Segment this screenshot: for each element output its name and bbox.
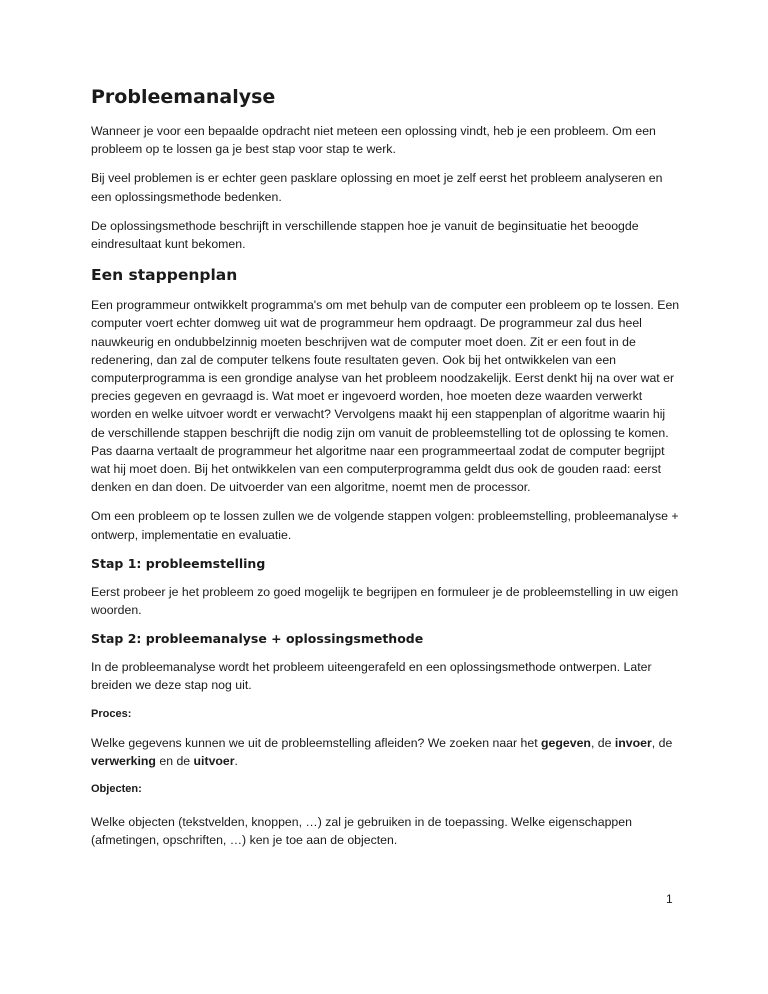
step-1-text: Eerst probeer je het probleem zo goed mogelijk te begrijpen en formuleer je de probleemstelling in uw eigen woorden.: [91, 584, 679, 618]
proces-text: Welke gegevens kunnen we uit de probleemstelling afleiden? We zoeken naar het gegeven, de invoer, de verwerking en de uitvoer.: [91, 735, 673, 768]
proces-text-pre: Welke gegevens kunnen we uit de probleemstelling afleiden? We zoeken naar het: [91, 735, 542, 750]
intro-paragraph-2: Bij veel problemen is er echter geen pasklare oplossing en moet je zelf eerst het probleem analyseren en een oplossingsmethode bedenken.: [91, 171, 663, 204]
term-verwerking: verwerking: [91, 753, 156, 768]
term-uitvoer: uitvoer: [193, 753, 235, 768]
intro-paragraph-1: Wanneer je voor een bepaalde opdracht niet meteen een oplossing vindt, heb je een probleem. Om een probleem op te lossen ga je best stap voor stap te werk.: [91, 124, 656, 157]
document-page: [91, 84, 681, 860]
page-number: 1: [666, 892, 673, 906]
proces-heading: Proces:: [91, 707, 132, 720]
step-1-heading: Stap 1: probleemstelling: [91, 555, 266, 571]
term-invoer: invoer: [614, 735, 652, 750]
step-2-heading: Stap 2: probleemanalyse + oplossingsmethode: [91, 631, 424, 647]
intro-paragraph-3: De oplossingsmethode beschrijft in verschillende stappen hoe je vanuit de beginsituatie het beoogde eindresultaat kunt bekomen.: [91, 218, 639, 252]
objecten-text: Welke objecten (tekstvelden, knoppen, …) zal je gebruiken in de toepassing. Welke eigenschappen (afmetingen, opschriften, …) ken je toe aan de objecten.: [91, 815, 632, 848]
step-2-text: In de probleemanalyse wordt het probleem uiteengerafeld en een oplossingsmethode ontwerpen. Later breiden we deze stap nog uit.: [91, 660, 652, 693]
section-heading-stappenplan: Een stappenplan: [91, 266, 238, 285]
term-gegeven: gegeven: [541, 735, 591, 750]
stappenplan-paragraph-1: Een programmeur ontwikkelt programma's om met behulp van de computer een probleem op te lossen. Een computer voert echter domweg uit wat de programmeur hem opdraagt. De programmeur zal dus heel nauwkeurig en ondubbelzinnig moeten beschrijven wat de computer moet doen. Zit er een fout in de redenering, dan zal de computer telkens foute resultaten geven. Ook bij het ontwikkelen van een computerprogramma is een grondige analyse van het probleem noodzakelijk. Eerst denkt hij na over wat er precies gegeven en gevraagd is. Wat moet er ingevoerd worden, hoe moeten deze waarden verwerkt worden en welke uitvoer wordt er verwacht? Vervolgens maakt hij een stappenplan of algoritme waarin hij de verschillende stappen beschrijft die nodig zijn om vanuit de probleemstelling tot de oplossing te komen. Pas daarna vertaalt de programmeur het algoritme naar een programmeertaal zodat de computer begrijpt wat hij moet doen. Bij het ontwikkelen van een computerprogramma geldt dus ook de gouden raad: eerst denken en dan doen. De uitvoerder van een algoritme, noemt men de processor.: [91, 298, 680, 495]
page-title: Probleemanalyse: [91, 86, 276, 108]
objecten-heading: Objecten:: [91, 783, 142, 796]
stappenplan-paragraph-2: Om een probleem op te lossen zullen we de volgende stappen volgen: probleemstelling, probleemanalyse + ontwerp, implementatie en evaluatie.: [91, 509, 679, 542]
